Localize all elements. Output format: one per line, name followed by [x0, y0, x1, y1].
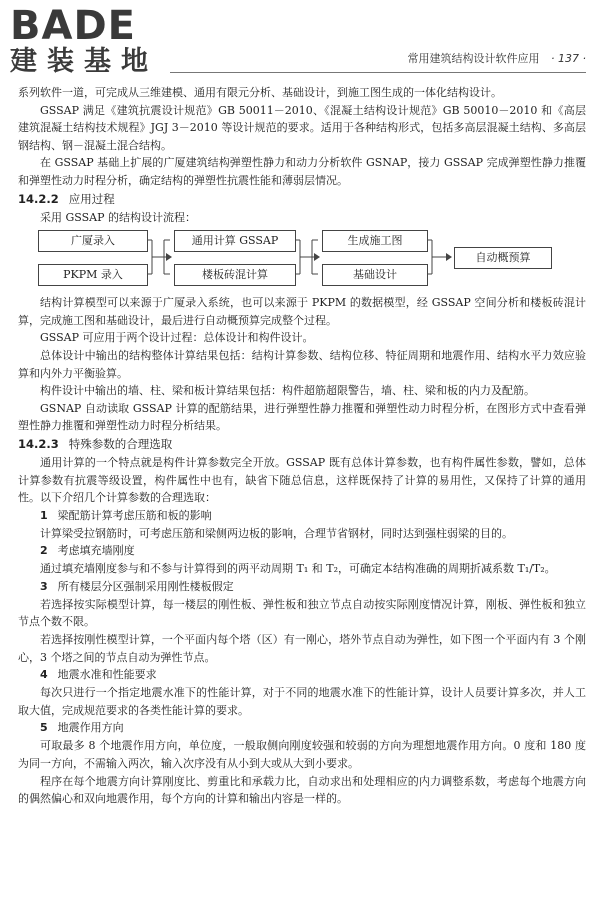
param-heading-3: 3 所有楼层分区强制采用刚性楼板假定: [40, 579, 234, 593]
logo-subtitle: 建装基地: [10, 46, 158, 77]
flow-lead: 采用 GSSAP 的结构设计流程：: [40, 210, 197, 224]
box-drawing-generation: 生成施工图: [322, 230, 428, 252]
param-heading-5: 5 地震作用方向: [40, 721, 124, 735]
logo-wordmark: BADE: [10, 3, 136, 49]
process-paragraph-2: GSSAP 可应用于两个设计过程：总体设计和构件设计。: [40, 331, 314, 345]
arrow-3: [446, 253, 452, 261]
intro-paragraph-3: 在 GSSAP 基础上扩展的广厦建筑结构弹塑性静力和动力分析软件 GSNAP，接力 GSSAP 完成弹塑性静力推覆和弹塑性动力时程分析，确定结构的弹塑性抗震性能和薄弱层情况。: [18, 156, 586, 187]
param-body-3a: 若选择按实际模型计算，每一楼层的刚性板、弹性板和独立节点自动按实际刚度情况计算，刚板、弹性板和独立节点个数不限。: [18, 597, 586, 629]
bracket-inputs: [146, 240, 166, 274]
param-body-3b: 若选择按刚性模型计算，一个平面内每个塔（区）有一刚心，塔外节点自动为弹性，如下图一个平面内有 3 个刚心，3 个塔之间的节点自动为弹性节点。: [18, 633, 586, 664]
params-intro: 通用计算的一个特点就是构件计算参数完全开放。GSSAP 既有总体计算参数，也有构件属性参数，譬如，总体计算参数有抗震等级设置，构件属性中也有，缺省下随总信息，这样既保持了计算的易用性，又保持了计算的通用性。以下介绍几个计算参数的合理选取：: [18, 455, 586, 505]
param-body-5b: 程序在每个地震方向计算刚度比、剪重比和承载力比，自动求出和处理相应的内力调整系数，考虑每个地震方向的偶然偏心和双向地震作用，每个方向的计算和输出内容是一样的。: [18, 774, 586, 806]
section-heading-14-2-3: [18, 435, 586, 454]
param-heading-4: 4 地震水准和性能要求: [40, 668, 157, 682]
running-header: [170, 50, 586, 70]
section-number: 14.2.2: [18, 191, 59, 206]
box-foundation-design: 基础设计: [322, 264, 428, 286]
arrow-2: [314, 253, 320, 261]
section-number: 14.2.3: [18, 436, 59, 451]
process-paragraph-5: GSNAP 自动读取 GSSAP 计算的配筋结果，进行弹塑性静力推覆和弹塑性动力时程分析，在图形方式中查看弹塑性静力推覆和弹塑性动力时程分析结果。: [18, 401, 586, 433]
box-pkpm-input: PKPM 录入: [38, 264, 148, 286]
intro-paragraph-1: 系列软件一道，可完成从三维建模、通用有限元分析、基础设计，到施工图生成的一体化结构设计。: [18, 86, 502, 99]
process-paragraph-1: 结构计算模型可以来源于广厦录入系统，也可以来源于 PKPM 的数据模型，经 GSSAP 空间分析和楼板砖混计算，完成施工图和基础设计，最后进行自动概预算完成整个过程。: [18, 296, 586, 327]
param-heading-2: 2 考虑填充墙刚度: [40, 544, 135, 558]
header-divider: [170, 72, 586, 73]
page-number: · 137 ·: [551, 52, 586, 65]
param-body-4: 每次只进行一个指定地震水准下的性能计算，对于不同的地震水准下的性能计算，设计人员要计算多次，并人工取大值，完成规范要求的各类性能计算的要求。: [18, 686, 586, 717]
bade-logo: [10, 3, 158, 78]
book-title: 常用建筑结构设计软件应用: [407, 52, 540, 65]
page-body: [18, 84, 586, 808]
param-heading-1: 1 梁配筋计算考虑压筋和板的影响: [40, 508, 212, 522]
design-flowchart: [18, 228, 586, 290]
box-gssap-calc: 通用计算 GSSAP: [174, 230, 296, 252]
section-title: 特殊参数的合理选取: [68, 436, 173, 451]
param-body-5a: 可取最多 8 个地震作用方向，单位度，一般取侧向刚度较强和较弱的方向为理想地震作用方向。0 度和 180 度为同一方向，不需输入两次，输入次序没有从小到大或从大到小要求。: [18, 739, 586, 771]
param-body-2: 通过填充墙刚度参与和不参与计算得到的两平动周期 T₁ 和 T₂，可确定本结构准确的周期折减系数 T₁/T₂。: [40, 562, 556, 576]
process-paragraph-4: 构件设计中输出的墙、柱、梁和板计算结果包括：构件超筋超限警告，墙、柱、梁和板的内力及配筋。: [40, 384, 535, 398]
bracket-out-right: [426, 240, 446, 274]
process-paragraph-3: 总体设计中输出的结构整体计算结果包括：结构计算参数、结构位移、特征周期和地震作用、结构水平力效应验算和内外力平衡验算。: [18, 348, 586, 380]
section-heading-14-2-2: [18, 190, 586, 209]
param-body-1: 计算梁受拉钢筋时，可考虑压筋和梁侧两边板的影响，合理节省钢材，同时达到强柱弱梁的目的。: [40, 526, 513, 540]
section-title: 应用过程: [68, 191, 115, 206]
box-auto-estimate: 自动概预算: [454, 247, 552, 269]
arrow-1: [166, 253, 172, 261]
box-slab-masonry-calc: 楼板砖混计算: [174, 264, 296, 286]
box-guangsha-input: 广厦录入: [38, 230, 148, 252]
intro-paragraph-2: GSSAP 满足《建筑抗震设计规范》GB 50011－2010、《混凝土结构设计规范》GB 50010－2010 和《高层建筑混凝土结构技术规程》JGJ 3－2010 等设计规范的要求。适用于各种结构形式，包括多高层混凝土结构、多高层钢结构、钢－混凝土混合结构。: [18, 103, 586, 152]
bracket-calc-right: [294, 240, 314, 274]
